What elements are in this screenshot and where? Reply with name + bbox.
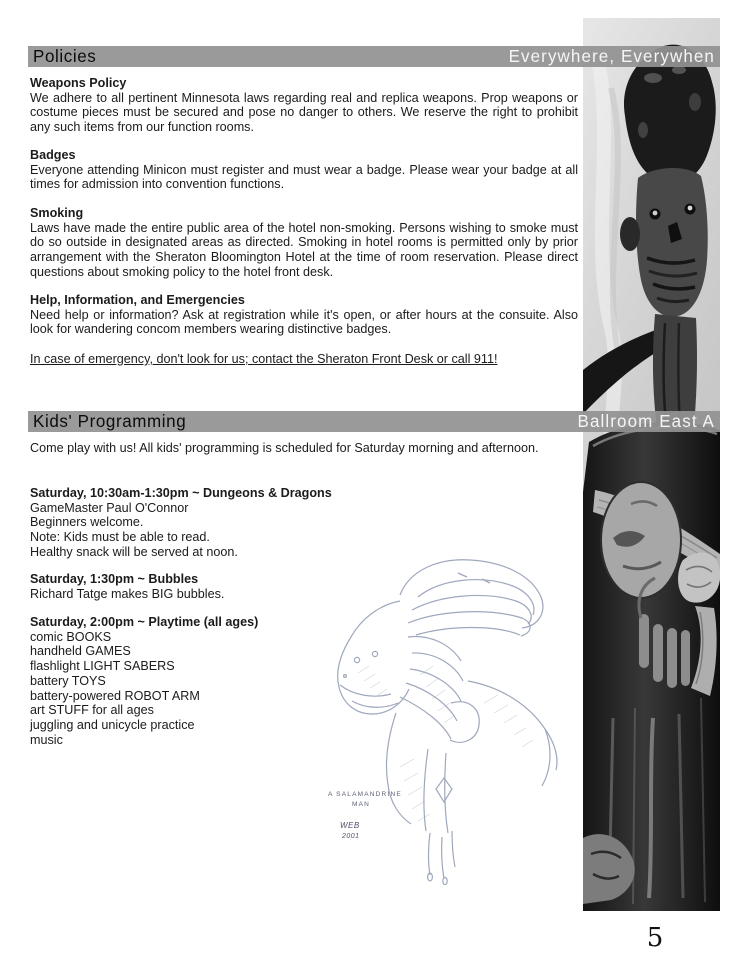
event-playtime-line: handheld GAMES xyxy=(30,644,131,659)
event-bubbles-line: Richard Tatge makes BIG bubbles. xyxy=(30,586,225,601)
event-playtime-line: flashlight LIGHT SABERS xyxy=(30,659,175,674)
event-playtime-line: battery-powered ROBOT ARM xyxy=(30,688,200,703)
salamandrine-man-sketch xyxy=(300,553,565,885)
event-dnd-line: Beginners welcome. xyxy=(30,515,144,530)
mummy-painting-graphic xyxy=(583,18,720,911)
salamandrine-man-drawing xyxy=(300,553,565,885)
event-playtime-line: music xyxy=(30,732,63,747)
weapons-policy-body: We adhere to all pertinent Minnesota laws regarding real and replica weapons. Prop weapons or costume pieces must be secured and pose no danger to others. We reserve the right to prohibit any such items from our function rooms. xyxy=(30,90,578,135)
event-playtime-line: art STUFF for all ages xyxy=(30,703,154,718)
badges-body: Everyone attending Minicon must register and must wear a badge. Please wear your badge at all times for admission into convention functions. xyxy=(30,162,578,192)
event-dnd-line: Note: Kids must be able to read. xyxy=(30,530,210,545)
kids-programming-section-bar xyxy=(28,411,720,432)
kids-bar-location: Ballroom East A xyxy=(577,411,715,431)
kids-bar-title: Kids' Programming xyxy=(33,411,187,431)
smoking-body: Laws have made the entire public area of the hotel non-smoking. Persons wishing to smoke must do so outside in designated areas as directed. Smoking in hotel rooms is permitted only by prior arrangement with the Sheraton Bloomington Hotel at the time of room reservation. Please direct questions about smoking policy to the hotel front desk. xyxy=(30,220,578,279)
artwork-mummy-figure xyxy=(583,18,720,911)
event-dnd-heading: Saturday, 10:30am-1:30pm ~ Dungeons & Dragons xyxy=(30,486,332,500)
weapons-policy-section xyxy=(30,76,578,135)
policies-section-bar xyxy=(28,46,720,67)
smoking-heading: Smoking xyxy=(30,206,84,220)
event-playtime-heading: Saturday, 2:00pm ~ Playtime (all ages) xyxy=(30,615,259,629)
help-body: Need help or information? Ask at registration while it's open, or after hours at the consuite. Also look for wandering concom members wearing distinctive badges. xyxy=(30,307,578,337)
help-section xyxy=(30,293,578,337)
event-playtime-line: battery TOYS xyxy=(30,673,106,688)
badges-section xyxy=(30,148,578,192)
policies-bar-location: Everywhere, Everywhen xyxy=(508,46,715,66)
kids-intro xyxy=(30,441,578,456)
event-playtime-line: comic BOOKS xyxy=(30,629,112,644)
smoking-section xyxy=(30,206,578,280)
sketch-year: 2001 xyxy=(342,833,360,840)
help-heading: Help, Information, and Emergencies xyxy=(30,293,245,307)
event-dnd-line: GameMaster Paul O'Connor xyxy=(30,500,189,515)
weapons-policy-heading: Weapons Policy xyxy=(30,76,127,90)
kids-intro-text: Come play with us! All kids' programming is scheduled for Saturday morning and afternoon. xyxy=(30,441,539,455)
badges-heading: Badges xyxy=(30,148,76,162)
policies-bar-title: Policies xyxy=(33,46,97,66)
sketch-signature: WEB xyxy=(340,821,360,830)
page-number: 5 xyxy=(646,923,664,953)
sketch-caption-line2: MAN xyxy=(352,801,371,808)
emergency-note: In case of emergency, don't look for us; contact the Sheraton Front Desk or call 911! xyxy=(30,352,498,366)
event-playtime-line: juggling and unicycle practice xyxy=(30,717,195,732)
event-dungeons-dragons xyxy=(30,486,450,560)
event-dnd-line: Healthy snack will be served at noon. xyxy=(30,544,238,559)
event-bubbles-heading: Saturday, 1:30pm ~ Bubbles xyxy=(30,572,199,586)
sketch-caption-line1: A SALAMANDRINE xyxy=(328,791,402,798)
